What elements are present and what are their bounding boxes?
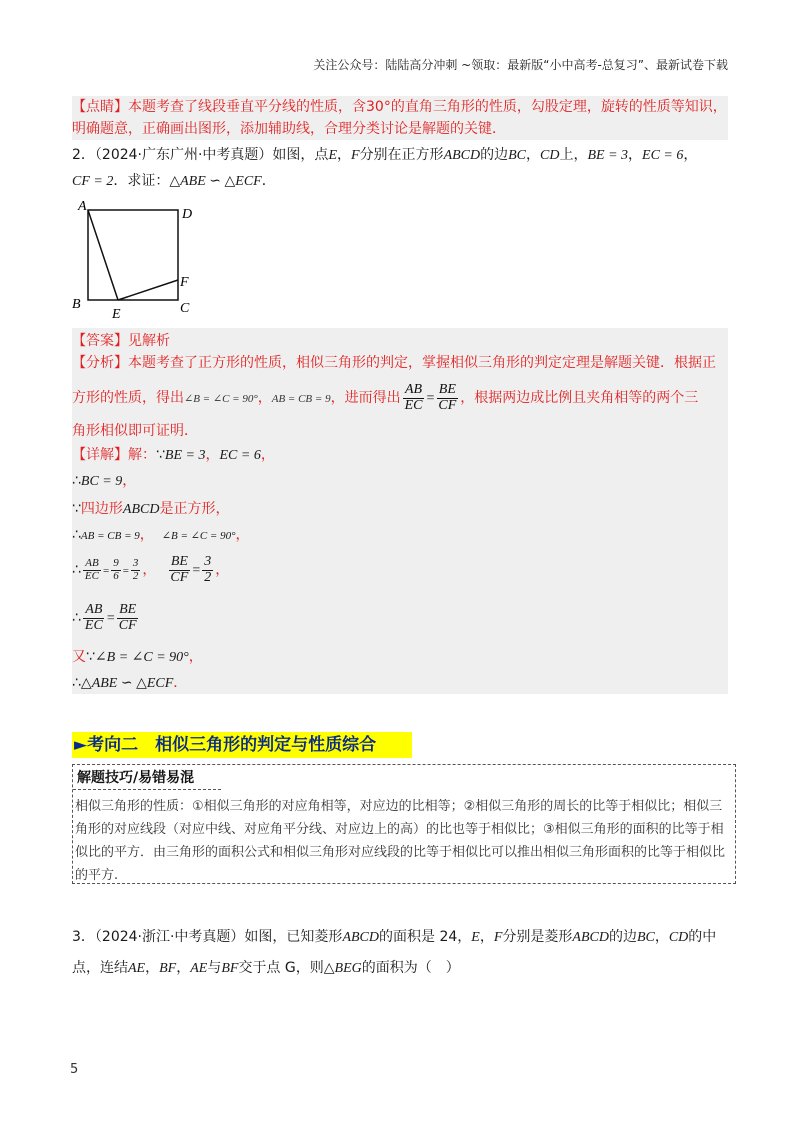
detail-ab-cb: AB = CB = 9 (80, 530, 140, 542)
q3-mid2: 分别是菱形 (502, 929, 573, 945)
q3-end: 的面积为（ ） (361, 960, 460, 976)
q2-claim: △ABE ∽ △ECF (169, 174, 262, 189)
q3-beg: △BEG (323, 961, 362, 976)
q2-text-square: 分别在正方形 (359, 147, 444, 163)
q2-cf: CF = 2 (72, 174, 114, 189)
q3-e: E (471, 930, 480, 945)
detail-therefore2: ∴ (72, 527, 81, 543)
analysis-frac2-den: CF (438, 397, 457, 413)
q3-cd: CD (668, 930, 689, 945)
detail-ratio4-num: BE (119, 601, 137, 617)
detail-line1 (72, 444, 275, 467)
detail-therefore1: ∴ (72, 473, 81, 489)
q2-intro: 2．（2024·广东广州·中考真题）如图，点 (72, 147, 329, 163)
detail-because3: ∵ (86, 649, 95, 665)
detail-conclusion: △ABE ∽ △ECF (80, 676, 174, 691)
detail-line8 (72, 672, 187, 695)
q3-bc: BC (636, 930, 655, 945)
q2-line2 (72, 170, 276, 193)
q2-point-f: F (351, 148, 360, 163)
detail-frac-3-2b (202, 555, 213, 585)
detail-ratio1-den: EC (84, 569, 99, 582)
square-abcd (88, 210, 178, 300)
q2-dot: ． (261, 173, 276, 189)
detail-line5: ∴ $\frac{AB}{EC}$ = $\frac{9}{6}$ = $\frac{3}{2}$ ， $\frac{BE}{CF}$ = $\frac{3}{2}$ ， (72, 553, 230, 585)
q2-sep3: ， (628, 147, 643, 163)
analysis-frac1-num: AB (404, 381, 423, 397)
analysis-text4: ，根据两边成比例且夹角相等的两个三 (460, 390, 699, 406)
detail-because2: ∵ (72, 501, 81, 517)
q2-bc: BC (508, 148, 527, 163)
analysis-text2: 方形的性质，得出 (72, 390, 184, 406)
detail-ratio1 (83, 558, 101, 582)
analysis-comma: ， (257, 390, 272, 406)
detail-therefore4: ∴ (72, 610, 81, 626)
q2-point-e: E (328, 148, 337, 163)
q2-prove: ．求证： (113, 173, 170, 189)
detail-angle-final: ∠B = ∠C = 90° (94, 650, 189, 665)
section-arrow-icon: ► (74, 735, 88, 755)
detail-nine: 9 (113, 556, 119, 569)
detail-therefore5: ∴ (72, 675, 81, 691)
q3-bf2: BF (221, 961, 239, 976)
analysis-line2 (72, 380, 698, 417)
answer-text: 见解析 (128, 333, 170, 349)
analysis-eq: = (426, 391, 435, 406)
label-a: A (78, 199, 87, 214)
label-c: C (180, 301, 190, 316)
analysis-line3: 角形相似即可证明． (72, 423, 198, 439)
detail-comma2: ， (260, 447, 275, 463)
q2-text-on: 上， (559, 147, 588, 163)
q2-cd: CD (540, 148, 560, 163)
segment-ef (118, 280, 178, 300)
detail-quad-post: 是正方形， (159, 501, 230, 517)
detail-quad-pre: 四边形 (80, 501, 123, 517)
q3-mid3: 的边 (608, 929, 637, 945)
detail-abcd: ABCD (122, 502, 160, 517)
analysis-frac1 (403, 383, 425, 413)
detail-two-a: 2 (132, 569, 139, 582)
detail-line3 (72, 498, 229, 521)
detail-ratio2-num: BE (170, 553, 188, 569)
q3-pre: 3．（2024·浙江·中考真题）如图，已知菱形 (72, 929, 343, 945)
detail-three-b: 3 (204, 553, 212, 569)
label-e: E (112, 307, 121, 322)
analysis-line1 (72, 352, 716, 374)
analysis-angle-eq: ∠B = ∠C = 90° (184, 393, 258, 405)
detail-line7 (72, 646, 203, 669)
answer-line (72, 330, 170, 352)
q3-abcd1: ABCD (342, 930, 379, 945)
detail-tag: 【详解】 (72, 447, 128, 463)
detail-be: BE = 3 (164, 448, 206, 463)
analysis-frac2-num: BE (438, 381, 456, 397)
q3-f: F (493, 930, 503, 945)
tips-title: 解题技巧/易错易混 (73, 765, 221, 790)
label-d: D (182, 207, 193, 222)
segment-ae (88, 210, 118, 300)
detail-comma3: ， (122, 473, 137, 489)
analysis-tag: 【分析】 (72, 355, 128, 371)
dianjing-line2: 明确题意，正确画出图形，添加辅助线，合理分类讨论是解题的关键． (72, 121, 506, 137)
detail-ratio4-den: CF (118, 617, 137, 633)
detail-ratio2 (168, 555, 190, 585)
detail-ratio3-num: AB (85, 601, 103, 617)
detail-ratio3 (83, 603, 105, 633)
q3-text: 3．（2024·浙江·中考真题）如图，已知菱形ABCD的面积是 24，E，F分别是菱形ABCD的边BC，CD的中点，连结AE，BF，AE与BF交于点 G，则△BEG的面积为（ ） (72, 929, 717, 976)
q3-mid4: 的中点，连结 (72, 929, 717, 976)
detail-period: ． (173, 675, 188, 691)
detail-comma8: ， (188, 649, 203, 665)
tips-text: 相似三角形的性质：①相似三角形的对应角相等，对应边的比相等；②相似三角形的周长的比等于相似比；相似三角形的对应线段（对应中线、对应角平分线、对应边上的高）的比也等于相似比；③相似三角形的面积的比等于相似比的平方．由三角形的面积公式和相似三角形对应线段的比等于相似比可以推出相似三角形面积的比等于相似比的平方. (75, 799, 726, 883)
detail-ec: EC = 6 (219, 448, 261, 463)
q2-sep2: ， (526, 147, 541, 163)
detail-line2 (72, 470, 136, 493)
detail-solve: 解： (128, 447, 156, 463)
q2-sep: ， (337, 147, 351, 163)
q3-mid1: 的面积是 24， (379, 929, 472, 945)
dianjing-line1: 本题考查了线段垂直平分线的性质，含30°的直角三角形的性质，勾股定理，旋转的性质等知识， (128, 99, 727, 115)
detail-line4 (72, 524, 250, 547)
label-b: B (72, 297, 81, 312)
detail-comma5: ， (235, 527, 250, 543)
detail-two-b: 2 (204, 569, 212, 585)
analysis-text1: 本题考查了正方形的性质，相似三角形的判定，掌握相似三角形的判定定理是解题关键．根据正 (128, 355, 716, 371)
label-f: F (180, 275, 189, 290)
detail-bc: BC = 9 (80, 474, 123, 489)
page-header: 关注公众号：陆陆高分冲刺 ~领取：最新版“小中高考-总复习”、最新试卷下载 (313, 58, 728, 72)
dianjing-block (72, 96, 728, 140)
detail-six: 6 (113, 569, 119, 582)
detail-ratio1-num: AB (85, 556, 99, 569)
answer-tag: 【答案】 (72, 333, 128, 349)
q3-ae: AE (128, 961, 146, 976)
q2-line1 (72, 144, 697, 167)
q2-sep4: ， (683, 147, 698, 163)
analysis-frac1-den: EC (404, 397, 423, 413)
analysis-text3: ，进而得出 (330, 390, 401, 406)
detail-ratio3-den: EC (84, 617, 103, 633)
q2-ec: EC = 6 (642, 148, 684, 163)
analysis-frac2 (436, 383, 458, 413)
detail-comma1: ， (205, 447, 220, 463)
detail-also: 又 (72, 649, 86, 665)
q3-mid5: 与 (207, 960, 222, 976)
q3-abcd2: ABCD (572, 930, 609, 945)
q2-text-edge: 的边 (480, 147, 509, 163)
section-title (72, 732, 412, 758)
analysis-side-eq: AB = CB = 9 (271, 393, 331, 405)
detail-angles: ∠B = ∠C = 90° (161, 530, 236, 542)
detail-ratio4 (117, 603, 139, 633)
detail-three-a: 3 (132, 556, 139, 569)
detail-comma7: ， (215, 562, 230, 578)
q3-ae2: AE (190, 961, 208, 976)
detail-therefore3: ∴ (72, 562, 81, 578)
detail-comma6: ， (142, 562, 157, 578)
square-figure (66, 196, 206, 322)
detail-line6: ∴ $\frac{AB}{EC}$ = $\frac{BE}{CF}$ (72, 601, 137, 633)
detail-frac-3-2a (131, 558, 141, 582)
q3-bf1: BF (159, 961, 177, 976)
detail-frac-9-6 (111, 558, 121, 582)
q3-mid6: 交于点 G，则 (238, 960, 324, 976)
detail-comma4: ， (139, 527, 154, 543)
q2-abcd: ABCD (443, 148, 481, 163)
section-title-text: 考向二 相似三角形的判定与性质综合 (87, 735, 377, 755)
page-number: 5 (70, 1062, 79, 1077)
q2-be: BE = 3 (587, 148, 629, 163)
detail-because: ∵ (156, 447, 165, 463)
dianjing-tag: 【点睛】 (72, 99, 128, 115)
detail-ratio2-den: CF (170, 569, 189, 585)
tips-box (72, 764, 736, 884)
